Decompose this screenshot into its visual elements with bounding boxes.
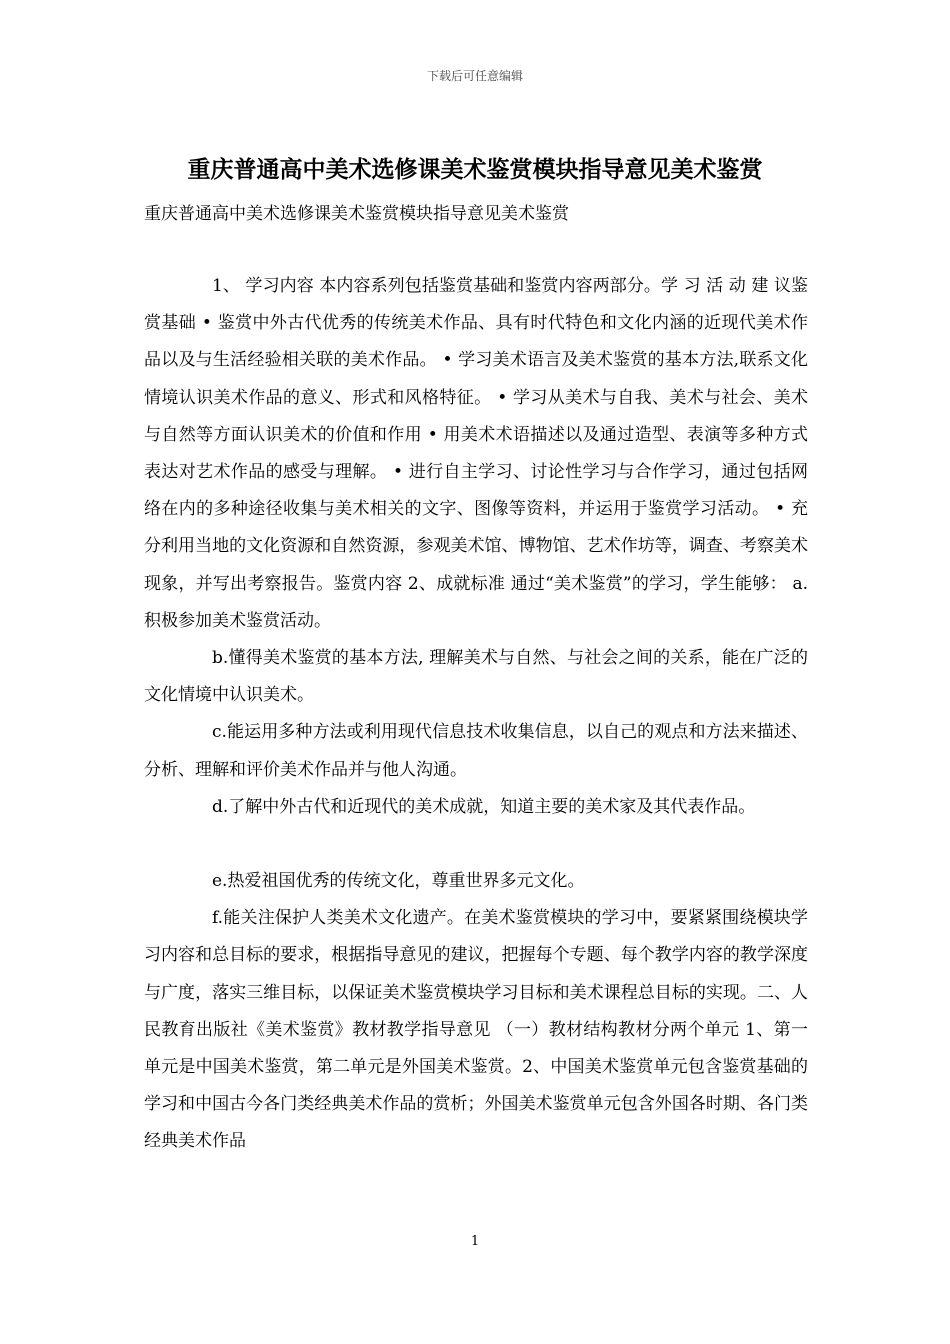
paragraph-standard-d: d.了解中外古代和近现代的美术成就，知道主要的美术家及其代表作品。	[212, 796, 756, 817]
paragraph-standard-c: c.能运用多种方法或利用现代信息技术收集信息，以自己的观点和方法来描述、分析、理解和评价美术作品并与他人沟通。	[144, 722, 808, 780]
paragraph-learning-content: 1、 学习内容 本内容系列包括鉴赏基础和鉴赏内容两部分。学 习 活 动 建 议鉴赏基础 • 鉴赏中外古代优秀的传统美术作品、具有时代特色和文化内涵的近现代美术作品以及与生活经验相关联的美术作品。 • 学习美术语言及美术鉴赏的基本方法,联系文化情境认识美术作品的意义、形式和风格特征。 • 学习从美术与自我、美术与社会、美术与自然等方面认识美术的价值和作用 • 用美术术语描述以及通过造型、表演等多种方式表达对艺术作品的感受与理解。 • 进行自主学习、讨论性学习与合作学习，通过包括网络在内的多种途径收集与美术相关的文字、图像等资料，并运用于鉴赏学习活动。 • 充分利用当地的文化资源和自然资源，参观美术馆、博物馆、艺术作坊等，调查、考察美术现象，并写出考察报告。鉴赏内容 2、成就标准 通过“美术鉴赏”的学习，学生能够： a.积极参加美术鉴赏活动。	[144, 276, 808, 631]
document-title: 重庆普通高中美术选修课美术鉴赏模块指导意见美术鉴赏	[187, 156, 763, 183]
page-number: 1	[470, 1234, 480, 1249]
paragraph-standard-f: f.能关注保护人类美术文化遗产。在美术鉴赏模块的学习中，要紧紧围绕模块学习内容和总目标的要求，根据指导意见的建议，把握每个专题、每个教学内容的教学深度与广度，落实三维目标，以保证美术鉴赏模块学习目标和美术课程总目标的实现。二、人民教育出版社《美术鉴赏》教材教学指导意见 （一）教材结构教材分两个单元 1、第一单元是中国美术鉴赏，第二单元是外国美术鉴赏。2、中国美术鉴赏单元包含鉴赏基础的学习和中国古今各门类经典美术作品的赏析；外国美术鉴赏单元包含外国各时期、各门类经典美术作品	[144, 908, 808, 1152]
document-body	[144, 268, 808, 1161]
header-note: 下载后可任意编辑	[426, 69, 523, 83]
document-subtitle: 重庆普通高中美术选修课美术鉴赏模块指导意见美术鉴赏	[144, 204, 569, 224]
paragraph-standard-b: b.懂得美术鉴赏的基本方法, 理解美术与自然、与社会之间的关系，能在广泛的文化情境中认识美术。	[144, 648, 808, 706]
paragraph-standard-e: e.热爱祖国优秀的传统文化，尊重世界多元文化。	[212, 871, 585, 892]
